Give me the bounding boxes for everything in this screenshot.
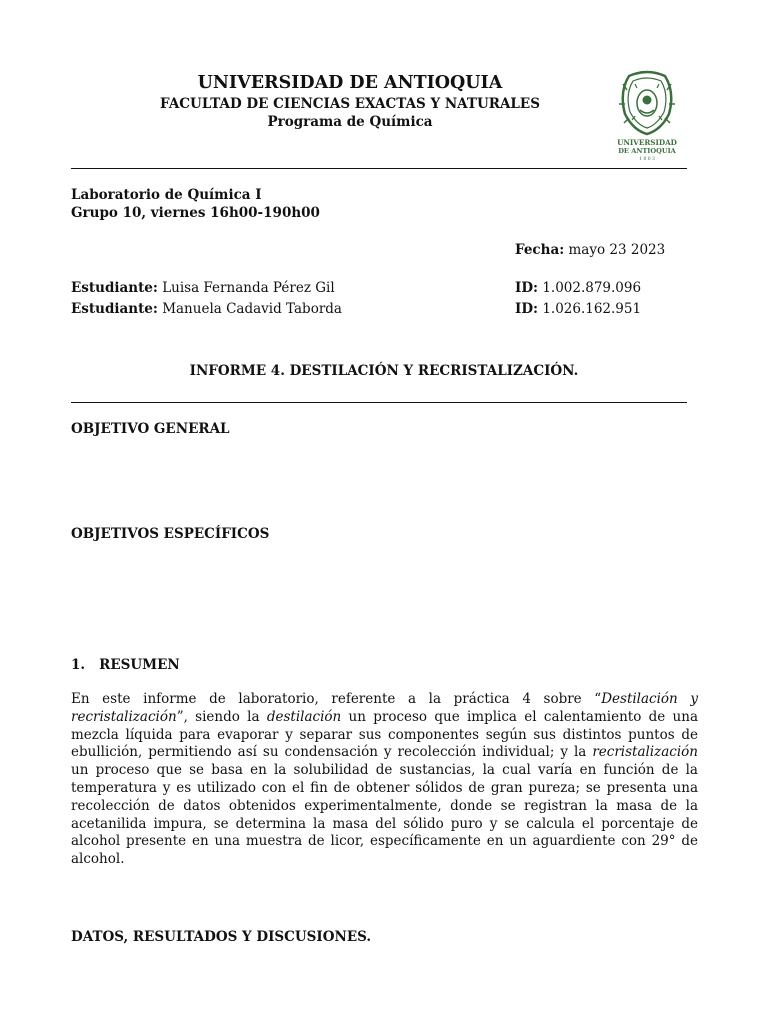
student-name: Manuela Cadavid Taborda [162, 301, 342, 317]
data-results-heading: DATOS, RESULTADOS Y DISCUSIONES. [71, 929, 372, 945]
emphasis-text: Destilación y recristalización [71, 691, 699, 725]
logo-text-line2: DE ANTIOQUIA [618, 147, 676, 155]
student-label: Estudiante: [71, 280, 158, 296]
summary-heading [71, 657, 180, 673]
student-id-label: ID: [515, 280, 539, 296]
student-line [71, 280, 335, 296]
university-seal-icon [611, 70, 683, 162]
emphasis-text: destilación [266, 708, 342, 725]
header-divider [71, 168, 687, 169]
logo-text-line1: UNIVERSIDAD [617, 138, 677, 147]
student-id: 1.002.879.096 [542, 280, 642, 296]
student-id-line [515, 280, 641, 296]
student-name: Luisa Fernanda Pérez Gil [162, 280, 335, 296]
course-title: Laboratorio de Química I [71, 187, 262, 203]
specific-objectives-heading: OBJETIVOS ESPECÍFICOS [71, 526, 270, 542]
university-title: UNIVERSIDAD DE ANTIOQUIA [197, 73, 503, 93]
summary-paragraph: En este informe de laboratorio, referente a la práctica 4 sobre “Destilación y recristalización”, siendo la destilación un proceso que implica el calentamiento de una mezcla líquida para evaporar y separar sus componentes según sus distintos puntos de ebullición, permitiendo así su condensación y recolección individual; y la recristalización un proceso que se basa en la solubilidad de sustancias, la cual varía en función de la temperatura y es utilizado con el fin de obtener sólidos de gran pureza; se presenta una recolección de datos obtenidos experimentalmente, donde se registran la masa de la acetanilida impura, se determina la masa del sólido puro y se calcula el porcentaje de alcohol presente en una muestra de licor, específicamente en un aguardiente con 29° de alcohol. [71, 691, 699, 868]
general-objective-heading: OBJETIVO GENERAL [71, 421, 230, 437]
title-divider [71, 402, 687, 403]
course-group: Grupo 10, viernes 16h00-190h00 [71, 205, 320, 221]
logo-year: 1 8 0 3 [639, 157, 655, 162]
date-label: Fecha: [515, 242, 565, 258]
summary-number: 1. [71, 657, 86, 673]
report-title: INFORME 4. DESTILACIÓN Y RECRISTALIZACIÓN. [189, 363, 579, 379]
program-title: Programa de Química [267, 114, 433, 130]
student-id-label: ID: [515, 301, 539, 317]
date-line [515, 242, 665, 258]
faculty-title: FACULTAD DE CIENCIAS EXACTAS Y NATURALES [160, 96, 540, 112]
summary-title: RESUMEN [99, 657, 180, 673]
student-id: 1.026.162.951 [542, 301, 642, 317]
student-line [71, 301, 342, 317]
student-id-line [515, 301, 641, 317]
student-label: Estudiante: [71, 301, 158, 317]
date-value: mayo 23 2023 [568, 242, 666, 258]
university-logo [611, 70, 683, 162]
emphasis-text: recristalización [592, 744, 698, 761]
